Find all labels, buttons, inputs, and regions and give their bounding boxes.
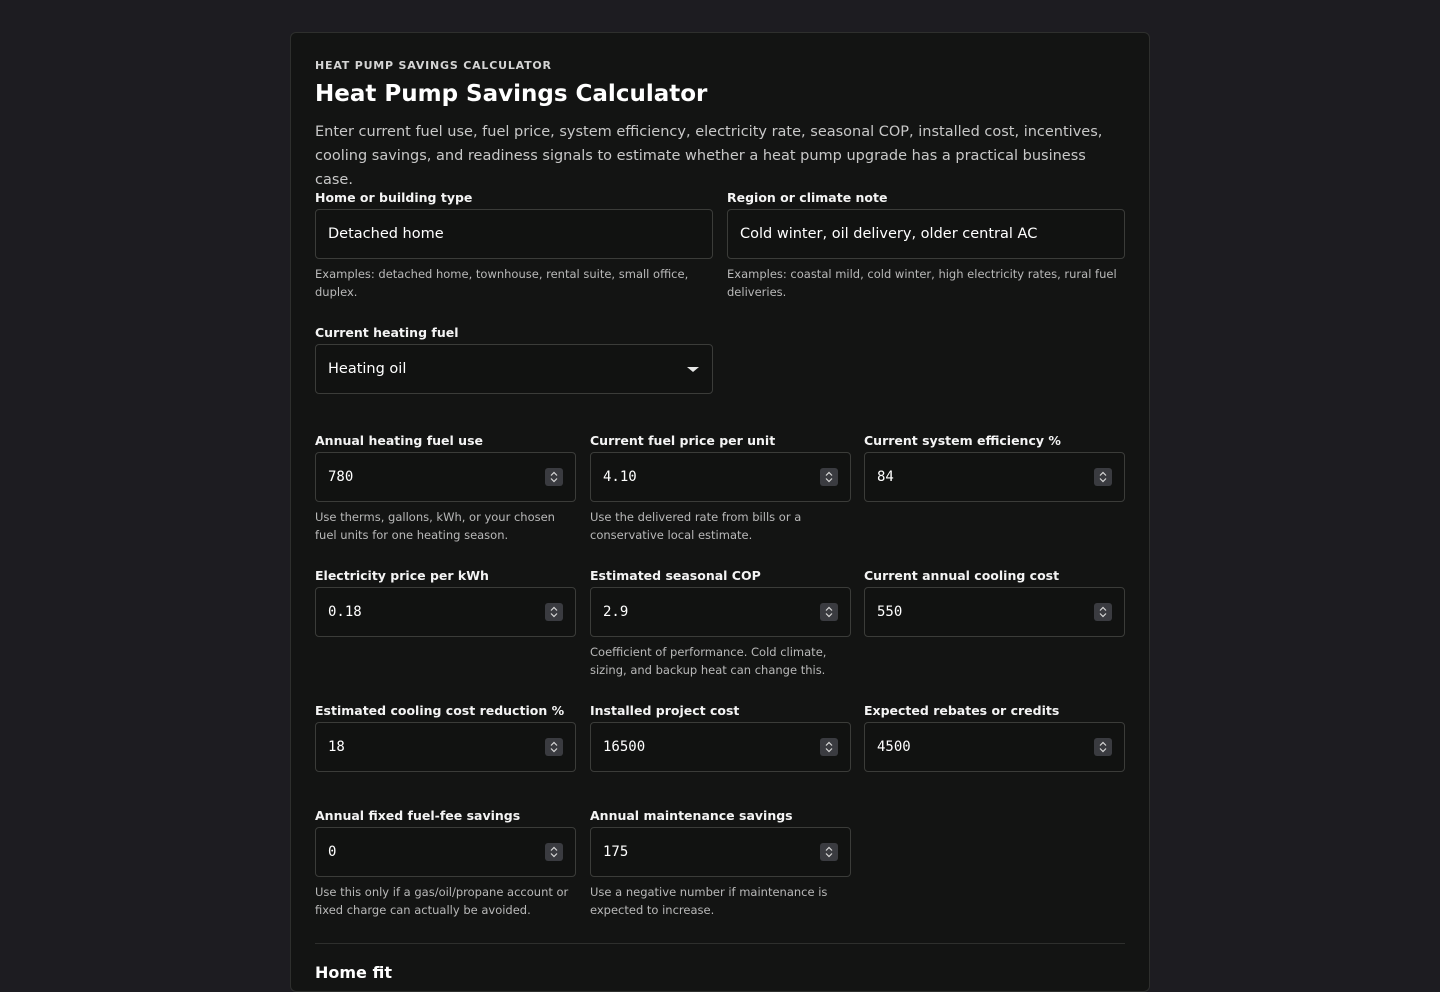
cooling-reduction-field bbox=[315, 703, 576, 772]
fuel-price-input[interactable] bbox=[590, 452, 851, 502]
stepper-icon[interactable] bbox=[545, 738, 563, 756]
fixed-fee-savings-help: Use this only if a gas/oil/propane account or fixed charge can actually be avoided. bbox=[315, 885, 569, 917]
home-fit-heading: Home fit bbox=[315, 963, 392, 982]
building-type-label: Home or building type bbox=[315, 190, 473, 205]
fuel-price-label: Current fuel price per unit bbox=[590, 433, 776, 448]
seasonal-cop-field bbox=[590, 568, 851, 679]
cooling-reduction-value: 18 bbox=[328, 739, 345, 755]
system-efficiency-value: 84 bbox=[877, 469, 894, 485]
stepper-icon[interactable] bbox=[820, 468, 838, 486]
stepper-icon[interactable] bbox=[820, 603, 838, 621]
stepper-icon[interactable] bbox=[820, 843, 838, 861]
heating-fuel-value: Heating oil bbox=[328, 361, 407, 377]
electricity-price-field bbox=[315, 568, 576, 637]
building-type-input[interactable] bbox=[315, 209, 713, 259]
maintenance-savings-label: Annual maintenance savings bbox=[590, 808, 793, 823]
annual-fuel-use-label: Annual heating fuel use bbox=[315, 433, 483, 448]
electricity-price-input[interactable] bbox=[315, 587, 576, 637]
heating-fuel-label: Current heating fuel bbox=[315, 325, 459, 340]
chevron-down-icon[interactable] bbox=[687, 367, 699, 372]
system-efficiency-field bbox=[864, 433, 1125, 502]
cooling-cost-field bbox=[864, 568, 1125, 637]
project-cost-label: Installed project cost bbox=[590, 703, 740, 718]
maintenance-savings-help: Use a negative number if maintenance is expected to increase. bbox=[590, 885, 828, 917]
fixed-fee-savings-label: Annual fixed fuel-fee savings bbox=[315, 808, 521, 823]
rebates-value: 4500 bbox=[877, 739, 911, 755]
annual-fuel-use-help: Use therms, gallons, kWh, or your chosen fuel units for one heating season. bbox=[315, 510, 555, 542]
fuel-price-value: 4.10 bbox=[603, 469, 637, 485]
maintenance-savings-field bbox=[590, 808, 851, 919]
heating-fuel-field bbox=[315, 325, 713, 394]
electricity-price-label: Electricity price per kWh bbox=[315, 568, 489, 583]
project-cost-field bbox=[590, 703, 851, 772]
rebates-label: Expected rebates or credits bbox=[864, 703, 1060, 718]
system-efficiency-input[interactable] bbox=[864, 452, 1125, 502]
project-cost-input[interactable] bbox=[590, 722, 851, 772]
stepper-icon[interactable] bbox=[820, 738, 838, 756]
system-efficiency-label: Current system efficiency % bbox=[864, 433, 1061, 448]
stepper-icon[interactable] bbox=[545, 603, 563, 621]
maintenance-savings-input[interactable] bbox=[590, 827, 851, 877]
cooling-cost-label: Current annual cooling cost bbox=[864, 568, 1060, 583]
fixed-fee-savings-field bbox=[315, 808, 576, 919]
stepper-icon[interactable] bbox=[1094, 468, 1112, 486]
region-label: Region or climate note bbox=[727, 190, 888, 205]
cooling-cost-value: 550 bbox=[877, 604, 903, 620]
stepper-icon[interactable] bbox=[545, 468, 563, 486]
seasonal-cop-input[interactable] bbox=[590, 587, 851, 637]
cooling-reduction-input[interactable] bbox=[315, 722, 576, 772]
cooling-cost-input[interactable] bbox=[864, 587, 1125, 637]
maintenance-savings-value: 175 bbox=[603, 844, 629, 860]
intro-text: Enter current fuel use, fuel price, system efficiency, electricity rate, seasonal COP, installed cost, incentives, cooling savings, and readiness signals to estimate whether a heat pump upgrade has a practical business case. bbox=[315, 124, 1103, 188]
cooling-reduction-label: Estimated cooling cost reduction % bbox=[315, 703, 565, 718]
region-help: Examples: coastal mild, cold winter, high electricity rates, rural fuel deliveries. bbox=[727, 267, 1117, 299]
region-input[interactable] bbox=[727, 209, 1125, 259]
seasonal-cop-value: 2.9 bbox=[603, 604, 629, 620]
seasonal-cop-label: Estimated seasonal COP bbox=[590, 568, 761, 583]
annual-fuel-use-field bbox=[315, 433, 576, 544]
section-divider bbox=[315, 943, 1125, 944]
region-value: Cold winter, oil delivery, older central AC bbox=[740, 226, 1038, 242]
region-field bbox=[727, 190, 1125, 301]
project-cost-value: 16500 bbox=[603, 739, 646, 755]
heating-fuel-select[interactable] bbox=[315, 344, 713, 394]
page-title: Heat Pump Savings Calculator bbox=[315, 81, 708, 107]
eyebrow-label: HEAT PUMP SAVINGS CALCULATOR bbox=[315, 59, 552, 72]
seasonal-cop-help: Coefficient of performance. Cold climate, sizing, and backup heat can change this. bbox=[590, 645, 827, 677]
annual-fuel-use-value: 780 bbox=[328, 469, 354, 485]
annual-fuel-use-input[interactable] bbox=[315, 452, 576, 502]
electricity-price-value: 0.18 bbox=[328, 604, 362, 620]
calculator-card bbox=[290, 32, 1150, 992]
stepper-icon[interactable] bbox=[1094, 603, 1112, 621]
stepper-icon[interactable] bbox=[1094, 738, 1112, 756]
building-type-value: Detached home bbox=[328, 226, 444, 242]
rebates-field bbox=[864, 703, 1125, 772]
fuel-price-help: Use the delivered rate from bills or a conservative local estimate. bbox=[590, 510, 802, 542]
building-type-help: Examples: detached home, townhouse, rental suite, small office, duplex. bbox=[315, 267, 689, 299]
fixed-fee-savings-value: 0 bbox=[328, 844, 337, 860]
stepper-icon[interactable] bbox=[545, 843, 563, 861]
rebates-input[interactable] bbox=[864, 722, 1125, 772]
fuel-price-field bbox=[590, 433, 851, 544]
fixed-fee-savings-input[interactable] bbox=[315, 827, 576, 877]
building-type-field bbox=[315, 190, 713, 301]
